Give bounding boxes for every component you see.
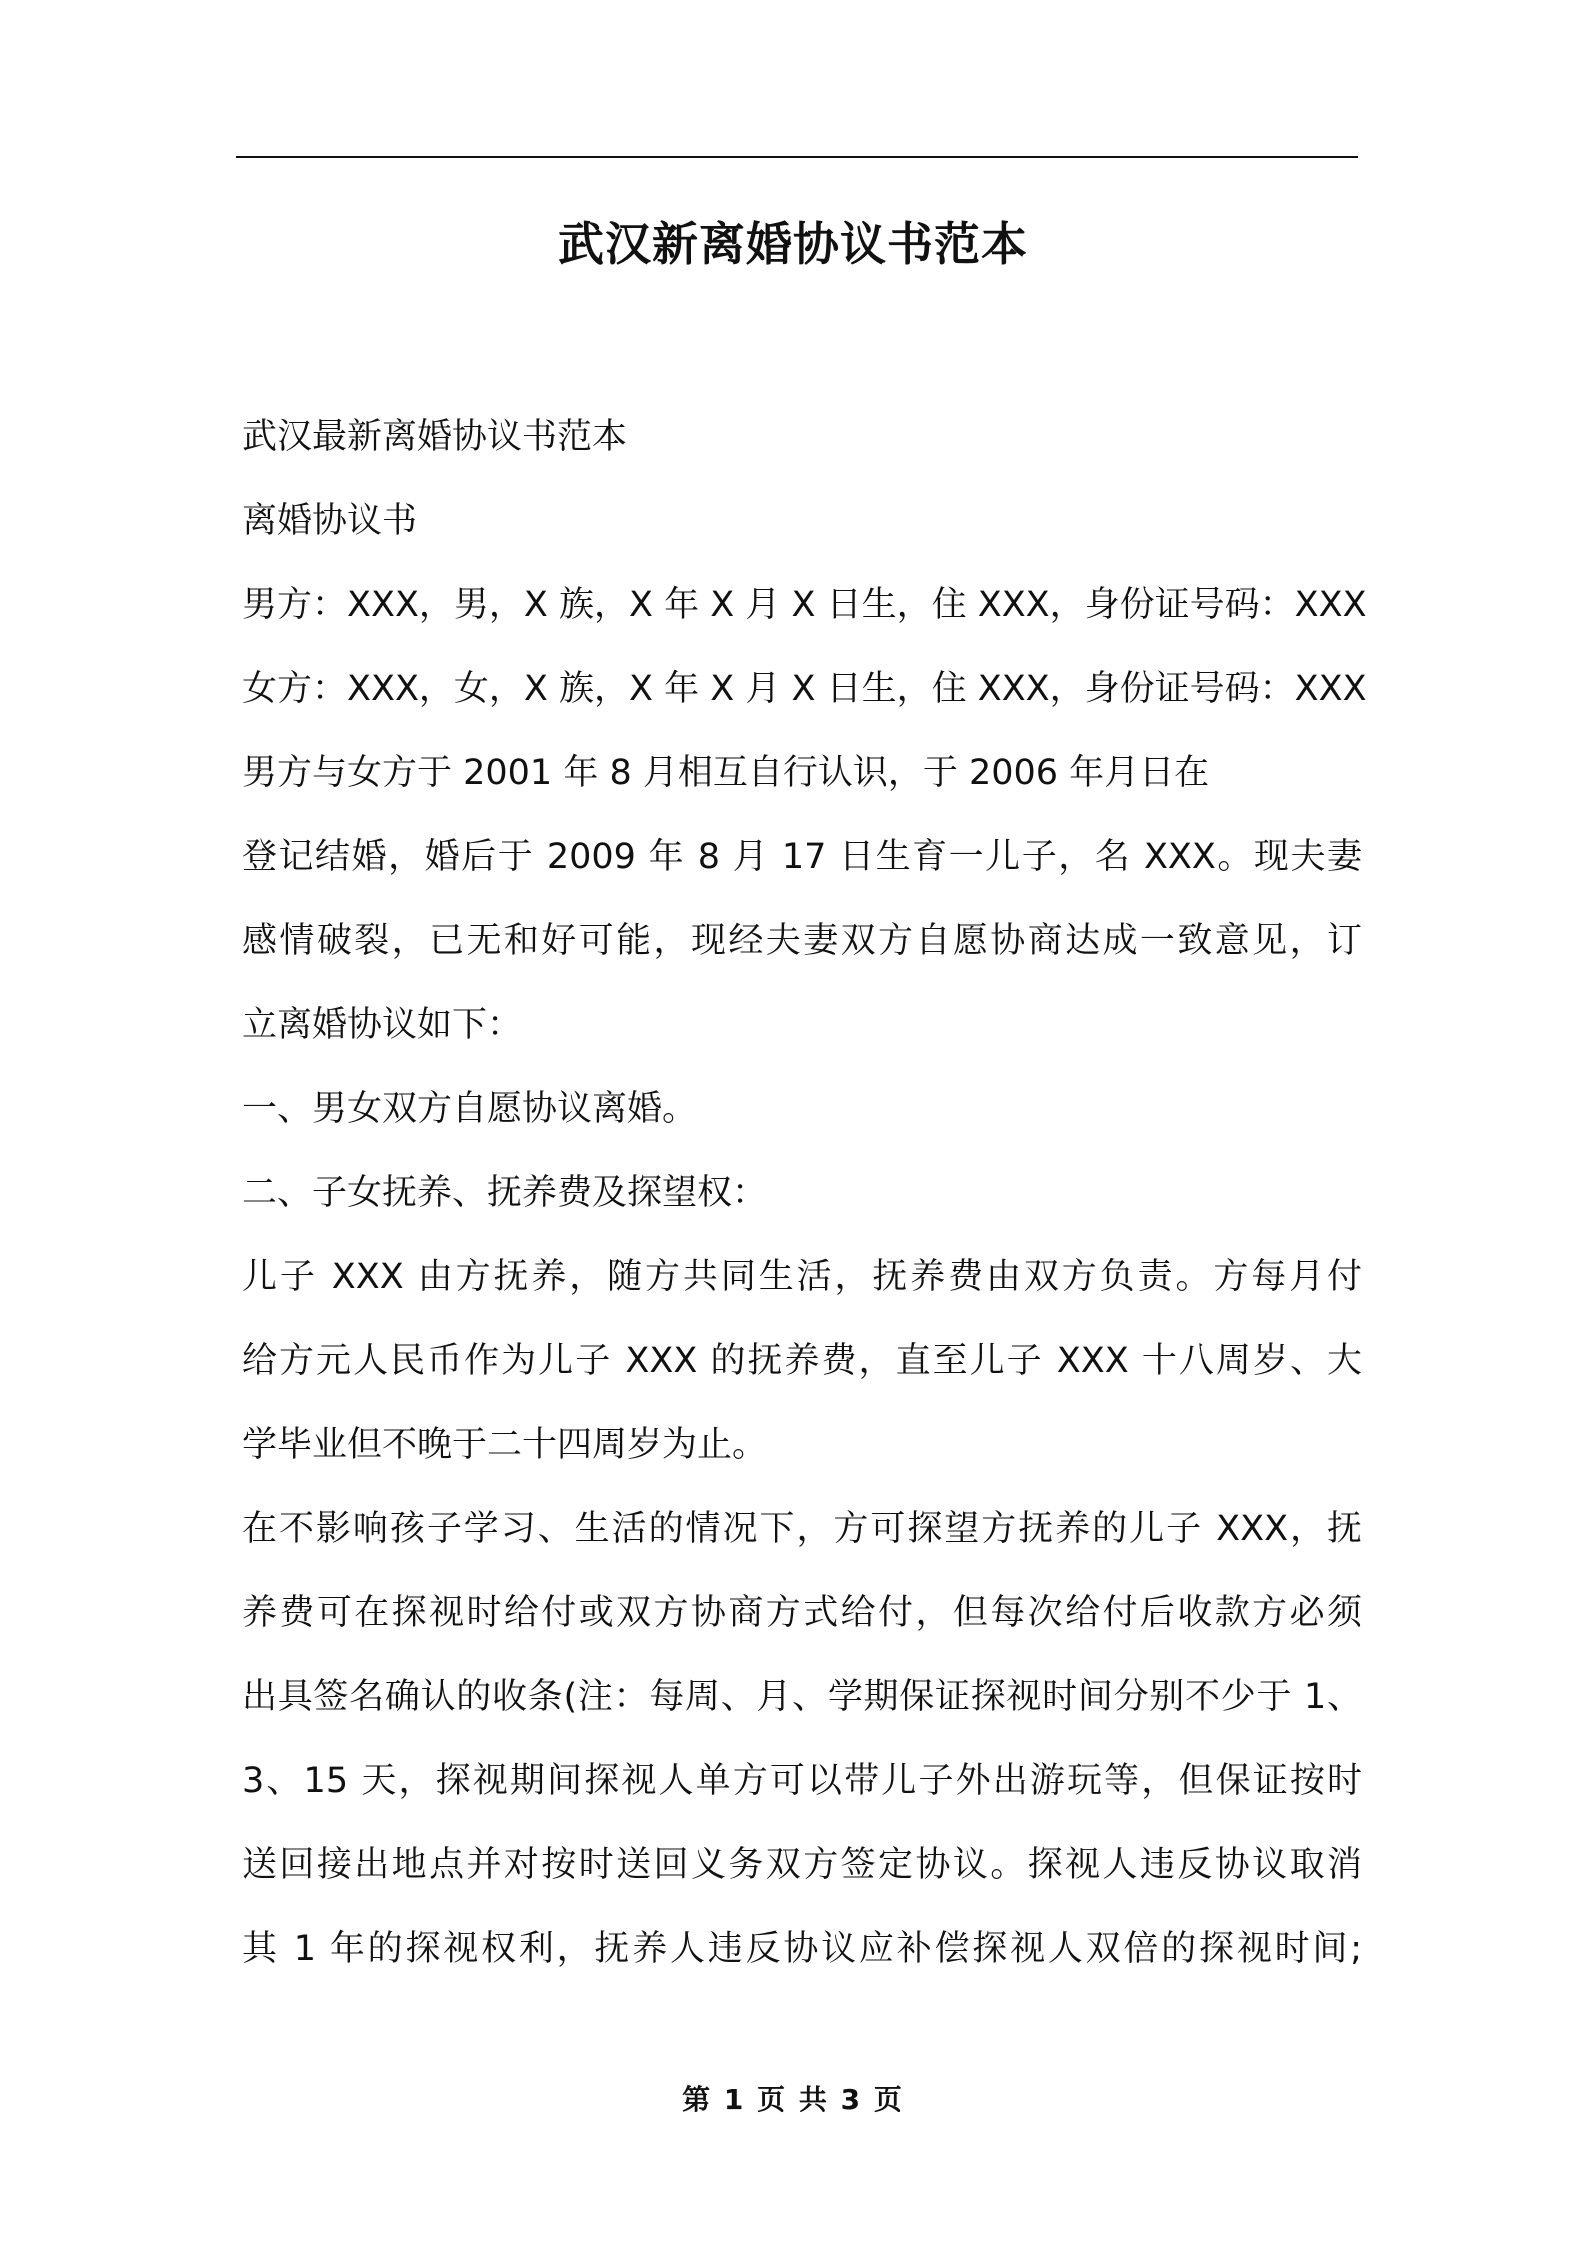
agreement-heading: 离婚协议书: [242, 501, 418, 541]
husband-info-line: 男方：XXX，男，X 族，X 年 X 月 X 日生，住 XXX，身份证号码：XXX: [242, 585, 1367, 625]
document-title: 武汉新离婚协议书范本: [558, 217, 1028, 271]
paragraph-line: 立离婚协议如下：: [242, 1005, 523, 1045]
paragraph-line: 儿子 XXX 由方抚养，随方共同生活，抚养费由双方负责。方每月付: [242, 1257, 1362, 1297]
header-rule: [236, 156, 1358, 158]
subtitle-line: 武汉最新离婚协议书范本: [242, 417, 628, 457]
clause-two-heading: 二、子女抚养、抚养费及探望权：: [242, 1173, 768, 1213]
clause-one-line: 一、男女双方自愿协议离婚。: [242, 1089, 698, 1129]
paragraph-line: 在不影响孩子学习、生活的情况下，方可探望方抚养的儿子 XXX，抚: [242, 1509, 1362, 1549]
wife-info-line: 女方：XXX，女，X 族，X 年 X 月 X 日生，住 XXX，身份证号码：XXX: [242, 669, 1367, 709]
paragraph-line: 送回接出地点并对按时送回义务双方签定协议。探视人违反协议取消: [242, 1845, 1362, 1885]
page-number-footer: 第 1 页 共 3 页: [682, 2083, 904, 2116]
paragraph-line: 登记结婚，婚后于 2009 年 8 月 17 日生育一儿子，名 XXX。现夫妻: [242, 837, 1362, 877]
paragraph-line: 男方与女方于 2001 年 8 月相互自行认识，于 2006 年月日在: [242, 753, 1210, 793]
paragraph-line: 3、15 天，探视期间探视人单方可以带儿子外出游玩等，但保证按时: [242, 1761, 1362, 1801]
paragraph-line: 养费可在探视时给付或双方协商方式给付，但每次给付后收款方必须: [242, 1593, 1362, 1633]
paragraph-line: 给方元人民币作为儿子 XXX 的抚养费，直至儿子 XXX 十八周岁、大: [242, 1341, 1362, 1381]
paragraph-line: 学毕业但不晚于二十四周岁为止。: [242, 1425, 768, 1465]
paragraph-line: 其 1 年的探视权利，抚养人违反协议应补偿探视人双倍的探视时间;: [242, 1929, 1362, 1969]
paragraph-line: 感情破裂，已无和好可能，现经夫妻双方自愿协商达成一致意见，订: [242, 921, 1362, 961]
paragraph-line: 出具签名确认的收条(注：每周、月、学期保证探视时间分别不少于 1、: [242, 1677, 1362, 1717]
